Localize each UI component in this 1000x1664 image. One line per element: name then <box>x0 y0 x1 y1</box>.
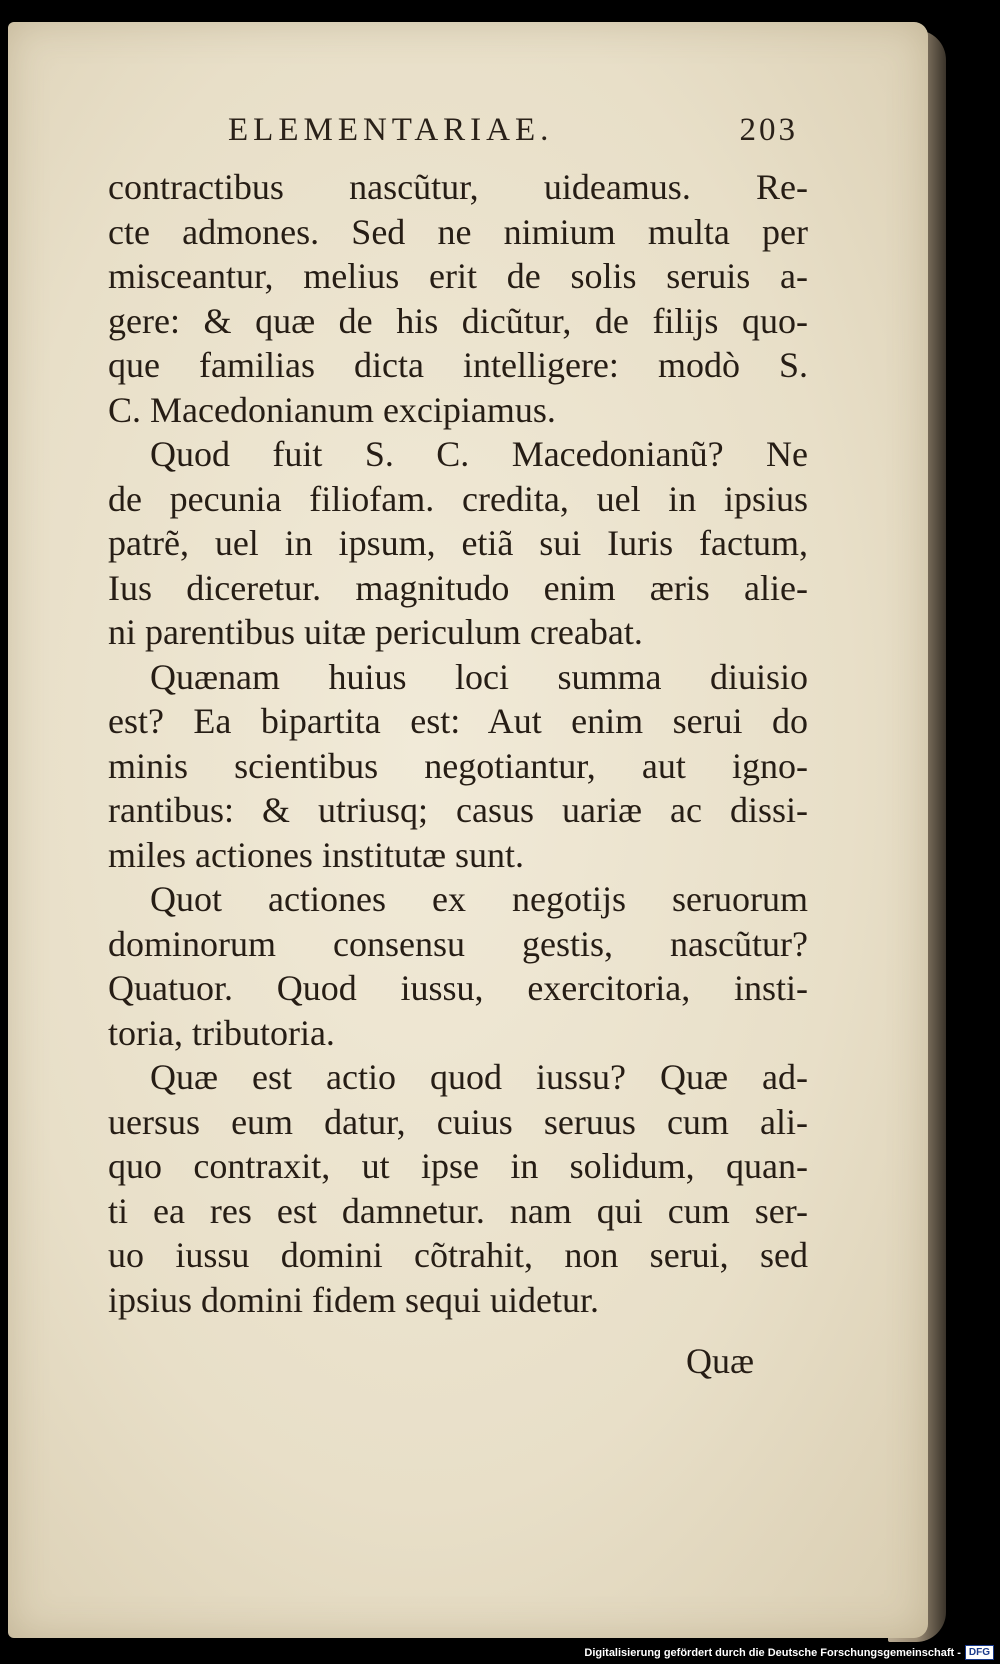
text-line: uo iussu domini cõtrahit, non serui, sed <box>108 1235 808 1275</box>
text-line: cte admones. Sed ne nimium multa per <box>108 211 808 252</box>
text-line: Quatuor. Quod iussu, exercitoria, insti- <box>108 968 808 1008</box>
text-line: gere: & quæ de his dicũtur, de filijs quo- <box>108 300 808 341</box>
text-line: Quod fuit S. C. Macedonianũ? Ne <box>150 434 808 474</box>
body-text <box>108 165 808 1322</box>
text-line: Ius diceretur. magnitudo enim æris alie- <box>108 567 808 608</box>
text-line: ni parentibus uitæ periculum creabat. <box>108 612 643 652</box>
digitization-credit <box>584 1645 994 1660</box>
catchword: Quæ <box>686 1341 755 1381</box>
text-line: ti ea res est damnetur. nam qui cum ser- <box>108 1190 808 1231</box>
text-line: contractibus nascũtur, uideamus. Re- <box>108 167 808 207</box>
text-line: dominorum consensu gestis, nascũtur? <box>108 923 808 964</box>
dfg-logo: DFG <box>965 1645 994 1660</box>
text-line: misceantur, melius erit de solis seruis a- <box>108 256 808 296</box>
text-line: uersus eum datur, cuius seruus cum ali- <box>108 1101 808 1142</box>
text-line: Quænam huius loci summa diuisio <box>150 656 808 697</box>
running-head: ELEMENTARIAE. <box>228 112 554 148</box>
text-line: Quæ est actio quod iussu? Quæ ad- <box>150 1057 808 1097</box>
text-line: miles actiones institutæ sunt. <box>108 834 524 875</box>
text-line: patrẽ, uel in ipsum, etiã sui Iuris factum, <box>108 523 808 563</box>
text-line: minis scientibus negotiantur, aut igno- <box>108 745 808 786</box>
page-header <box>228 112 798 149</box>
text-line: de pecunia filiofam. credita, uel in ipsius <box>108 478 808 519</box>
text-line: toria, tributoria. <box>108 1012 335 1053</box>
text-line: quo contraxit, ut ipse in solidum, quan- <box>108 1146 808 1186</box>
text-line: Quot actiones ex negotijs seruorum <box>150 879 808 919</box>
text-line: rantibus: & utriusq; casus uariæ ac dissi- <box>108 790 808 830</box>
page-number: 203 <box>739 112 798 148</box>
text-line: ipsius domini fidem sequi uidetur. <box>108 1279 599 1320</box>
credit-text: Digitalisierung gefördert durch die Deutsche Forschungsgemeinschaft - <box>584 1646 961 1659</box>
text-line: C. Macedonianum excipiamus. <box>108 389 556 430</box>
text-line: est? Ea bipartita est: Aut enim serui do <box>108 701 808 741</box>
text-line: que familias dicta intelligere: modò S. <box>108 345 808 385</box>
